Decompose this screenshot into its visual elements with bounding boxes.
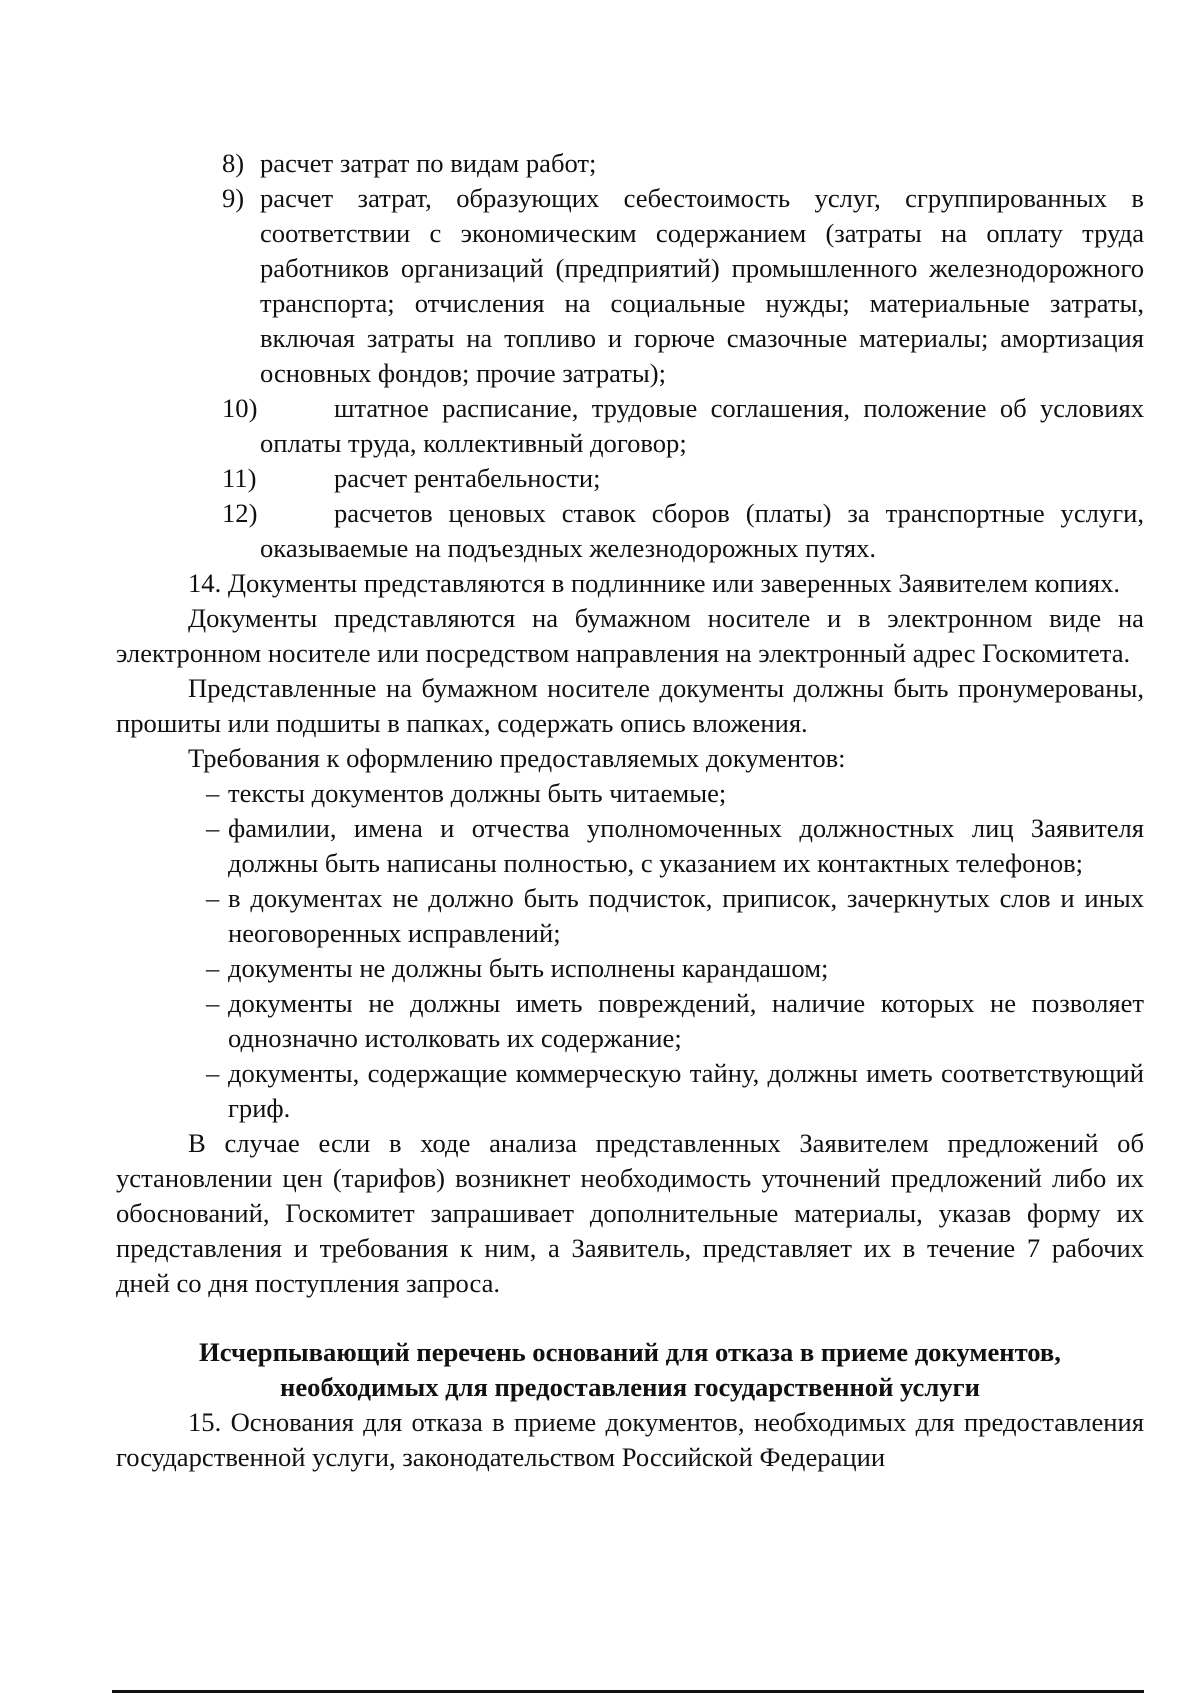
dash-item-text: документы не должны иметь повреждений, наличие которых не позволяет однозначно истолковать их содержание; <box>228 988 1144 1053</box>
dash-item-damage <box>206 986 1144 1056</box>
dash-marker: – <box>206 778 220 808</box>
dash-item-text: тексты документов должны быть читаемые; <box>228 778 727 808</box>
dash-marker: – <box>206 813 220 843</box>
document-body <box>116 146 1144 1475</box>
list-item-10 <box>222 391 1144 461</box>
list-item-11 <box>222 461 1144 496</box>
section-heading <box>116 1335 1144 1405</box>
dash-item-names <box>206 811 1144 881</box>
list-marker: 12) <box>222 498 258 528</box>
dash-marker: – <box>206 883 220 913</box>
list-item-text: расчет затрат, образующих себестоимость услуг, сгруппированных в соответствии с экономическим содержанием (затраты на оплату труда работников организаций (предприятий) промышленного железнодорожного транспорта; отчисления на социальные нужды; материальные затраты, включая затраты на топливо и горюче смазочные материалы; амортизация основных фондов; прочие затраты); <box>260 183 1144 388</box>
list-marker: 11) <box>222 463 257 493</box>
dash-item-text: в документах не должно быть подчисток, приписок, зачеркнутых слов и иных неоговоренных исправлений; <box>228 883 1144 948</box>
list-marker: 8) <box>222 148 245 178</box>
dash-marker: – <box>206 1058 220 1088</box>
dash-item-text: фамилии, имена и отчества уполномоченных должностных лиц Заявителя должны быть написаны полностью, с указанием их контактных телефонов; <box>228 813 1144 878</box>
list-item-9 <box>222 181 1144 391</box>
list-marker: 9) <box>222 183 245 213</box>
list-item-text: штатное расписание, трудовые соглашения, положение об условиях оплаты труда, коллективный договор; <box>260 393 1144 458</box>
list-item-12 <box>222 496 1144 566</box>
dash-item-readable <box>206 776 1144 811</box>
dash-marker: – <box>206 988 220 1018</box>
list-item-block <box>222 391 1144 461</box>
list-item-block <box>222 461 1144 496</box>
paragraph-analysis: В случае если в ходе анализа представленных Заявителем предложений об установлении цен (тарифов) возникнет необходимость уточнений предложений либо их обоснований, Госкомитет запрашивает дополнительные материалы, указав форму их представления и требования к ним, а Заявитель, представляет их в течение 7 рабочих дней со дня поступления запроса. <box>116 1128 1144 1298</box>
paragraph-15: 15. Основания для отказа в приеме документов, необходимых для предоставления государственной услуги, законодательством Российской Федерации <box>116 1407 1144 1472</box>
paragraph-docs-media: Документы представляются на бумажном носителе и в электронном виде на электронном носителе или посредством направления на электронный адрес Госкомитета. <box>116 603 1144 668</box>
dash-item-pencil <box>206 951 1144 986</box>
list-item-text: расчет рентабельности; <box>334 463 601 493</box>
heading-line-1: Исчерпывающий перечень оснований для отказа в приеме документов, <box>199 1337 1061 1367</box>
list-item-block <box>222 496 1144 566</box>
list-item-text: расчетов ценовых ставок сборов (платы) за транспортные услуги, оказываемые на подъездных железнодорожных путях. <box>260 498 1144 563</box>
page-bottom-rule <box>112 1690 1144 1693</box>
dash-item-text: документы не должны быть исполнены карандашом; <box>228 953 829 983</box>
paragraph-14: 14. Документы представляются в подлиннике или заверенных Заявителем копиях. <box>188 568 1121 598</box>
dash-item-secret <box>206 1056 1144 1126</box>
dash-item-corrections <box>206 881 1144 951</box>
dash-item-text: документы, содержащие коммерческую тайну, должны иметь соответствующий гриф. <box>228 1058 1144 1123</box>
list-marker: 10) <box>222 393 258 423</box>
dash-marker: – <box>206 953 220 983</box>
list-item-8 <box>222 146 1144 181</box>
list-item-text: расчет затрат по видам работ; <box>260 148 597 178</box>
paragraph-requirements: Требования к оформлению предоставляемых документов: <box>188 743 846 773</box>
heading-line-2: необходимых для предоставления государственной услуги <box>280 1372 980 1402</box>
paragraph-docs-paper: Представленные на бумажном носителе документы должны быть пронумерованы, прошиты или подшиты в папках, содержать опись вложения. <box>116 673 1144 738</box>
